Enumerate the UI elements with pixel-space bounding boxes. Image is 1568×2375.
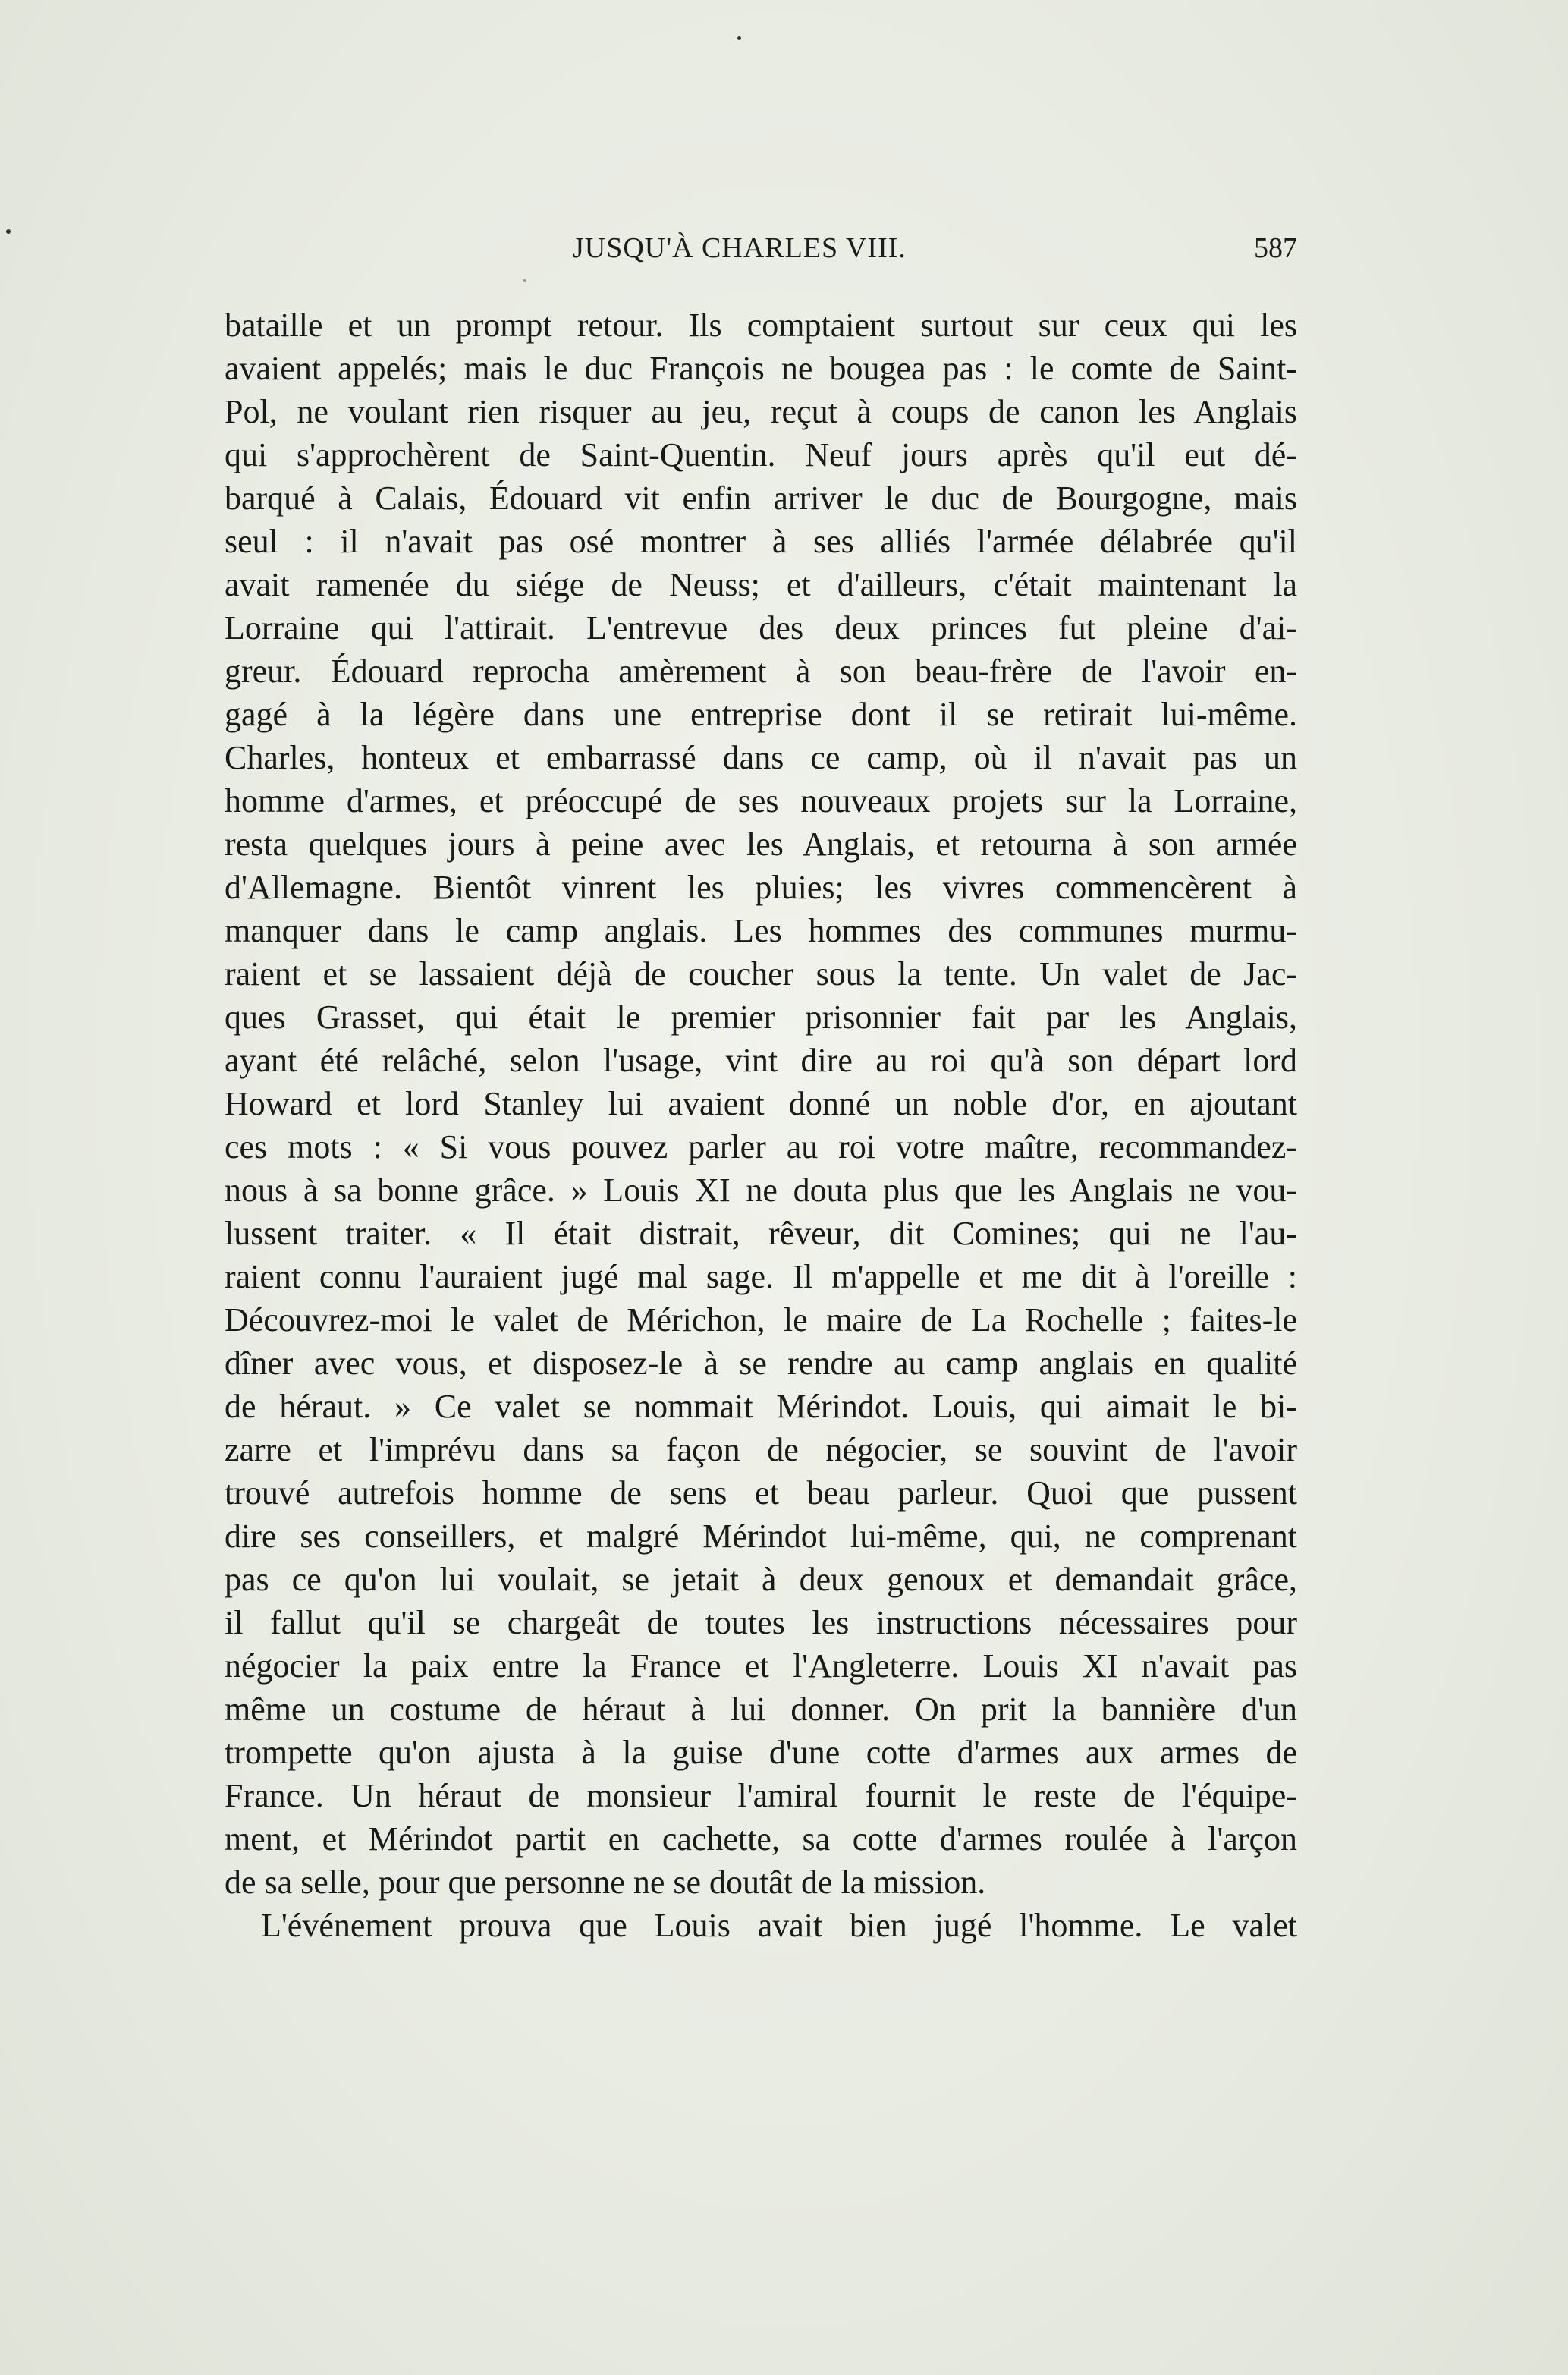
- text-line: nous à sa bonne grâce. » Louis XI ne douta plus que les Anglais ne vou-: [225, 1172, 1297, 1209]
- running-head: [228, 231, 1297, 277]
- text-line: avaient appelés; mais le duc François ne bougea pas : le comte de Saint-: [225, 350, 1297, 387]
- text-line: dire ses conseillers, et malgré Mérindot lui-même, qui, ne comprenant: [225, 1518, 1297, 1555]
- text-line: homme d'armes, et préoccupé de ses nouveaux projets sur la Lorraine,: [225, 782, 1297, 819]
- text-line: lussent traiter. « Il était distrait, rêveur, dit Comines; qui ne l'au-: [225, 1215, 1297, 1252]
- speck: [737, 36, 741, 40]
- text-line: même un costume de héraut à lui donner. On prit la bannière d'un: [225, 1691, 1297, 1728]
- text-line: raient et se lassaient déjà de coucher sous la tente. Un valet de Jac-: [225, 955, 1297, 992]
- text-line: Howard et lord Stanley lui avaient donné un noble d'or, en ajoutant: [225, 1085, 1297, 1122]
- page-number: 587: [1254, 232, 1297, 264]
- text-line: trouvé autrefois homme de sens et beau parleur. Quoi que pussent: [225, 1474, 1297, 1512]
- text-line: négocier la paix entre la France et l'Angleterre. Louis XI n'avait pas: [225, 1647, 1297, 1685]
- text-line: resta quelques jours à peine avec les Anglais, et retourna à son armée: [225, 826, 1297, 863]
- text-line: avait ramenée du siége de Neuss; et d'ailleurs, c'était maintenant la: [225, 566, 1297, 603]
- text-line: qui s'approchèrent de Saint-Quentin. Neuf jours après qu'il eut dé-: [225, 436, 1297, 473]
- text-line: ment, et Mérindot partit en cachette, sa cotte d'armes roulée à l'arçon: [225, 1820, 1297, 1858]
- body-text: [225, 304, 1297, 1947]
- paragraph-end-line: de sa selle, pour que personne ne se doutât de la mission.: [225, 1864, 986, 1901]
- text-line: trompette qu'on ajusta à la guise d'une cotte d'armes aux armes de: [225, 1734, 1297, 1771]
- text-line: seul : il n'avait pas osé montrer à ses alliés l'armée délabrée qu'il: [225, 523, 1297, 560]
- text-line: ayant été relâché, selon l'usage, vint dire au roi qu'à son départ lord: [225, 1042, 1297, 1079]
- text-line: dîner avec vous, et disposez-le à se rendre au camp anglais en qualité: [225, 1345, 1297, 1382]
- text-line: de héraut. » Ce valet se nommait Mérindot. Louis, qui aimait le bi-: [225, 1388, 1297, 1425]
- text-line: d'Allemagne. Bientôt vinrent les pluies; les vivres commencèrent à: [225, 869, 1297, 906]
- text-line: greur. Édouard reprocha amèrement à son beau-frère de l'avoir en-: [225, 653, 1297, 690]
- text-line: bataille et un prompt retour. Ils comptaient surtout sur ceux qui les: [225, 307, 1297, 344]
- text-line: Charles, honteux et embarrassé dans ce camp, où il n'avait pas un: [225, 739, 1297, 776]
- text-line: zarre et l'imprévu dans sa façon de négocier, se souvint de l'avoir: [225, 1431, 1297, 1468]
- speck: [6, 229, 11, 234]
- text-line: Découvrez-moi le valet de Mérichon, le maire de La Rochelle ; faites-le: [225, 1301, 1297, 1338]
- text-line: ces mots : « Si vous pouvez parler au roi votre maître, recommandez-: [225, 1128, 1297, 1165]
- running-title: JUSQU'À CHARLES VIII.: [573, 232, 907, 264]
- text-line: ques Grasset, qui était le premier prisonnier fait par les Anglais,: [225, 999, 1297, 1036]
- text-line: manquer dans le camp anglais. Les hommes des communes murmu-: [225, 912, 1297, 949]
- text-line: gagé à la légère dans une entreprise dont il se retirait lui-même.: [225, 696, 1297, 733]
- text-line: raient connu l'auraient jugé mal sage. Il m'appelle et me dit à l'oreille :: [225, 1258, 1297, 1295]
- text-line: pas ce qu'on lui voulait, se jetait à deux genoux et demandait grâce,: [225, 1561, 1297, 1598]
- text-line: Pol, ne voulant rien risquer au jeu, reçut à coups de canon les Anglais: [225, 393, 1297, 430]
- text-line: France. Un héraut de monsieur l'amiral fournit le reste de l'équipe-: [225, 1777, 1297, 1814]
- text-line: barqué à Calais, Édouard vit enfin arriver le duc de Bourgogne, mais: [225, 480, 1297, 517]
- speck: [523, 279, 526, 282]
- text-line: Lorraine qui l'attirait. L'entrevue des deux princes fut pleine d'ai-: [225, 609, 1297, 646]
- paragraph-start-line: L'événement prouva que Louis avait bien jugé l'homme. Le valet: [261, 1907, 1297, 1944]
- text-line: il fallut qu'il se chargeât de toutes les instructions nécessaires pour: [225, 1604, 1297, 1641]
